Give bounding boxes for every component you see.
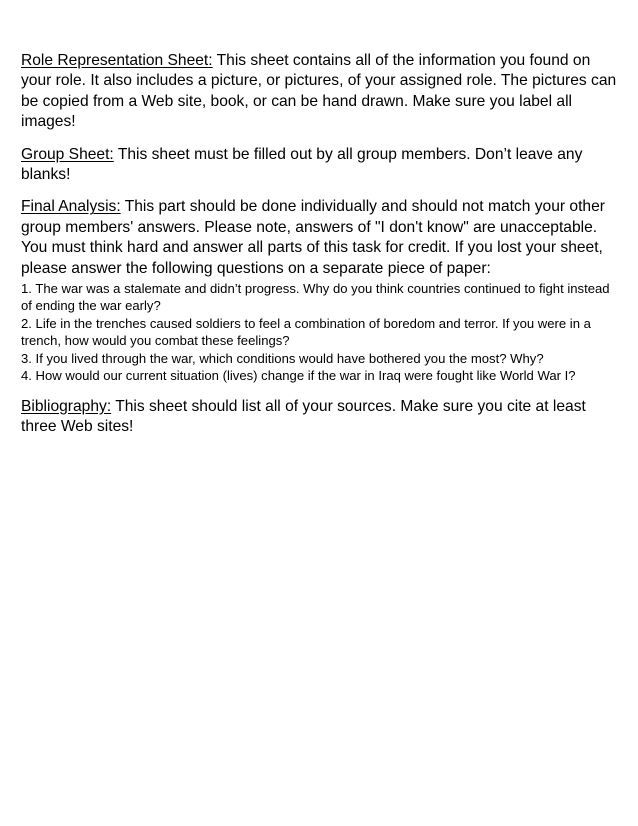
question-item: 3. If you lived through the war, which conditions would have bothered you the most? Why? [21, 350, 544, 366]
bibliography-section [21, 397, 621, 438]
question-item: 4. How would our current situation (lives) change if the war in Iraq were fought like World War I? [21, 368, 576, 384]
document-page [21, 51, 621, 449]
role-representation-text: This sheet contains all of the information you found on your role. It also includes a picture, or pictures, of your assigned role. The pictures can be copied from a Web site, book, or can be hand drawn. Make sure you label all images! [21, 52, 617, 131]
bibliography-heading: Bibliography: [21, 397, 112, 415]
final-analysis-paragraph [21, 197, 621, 279]
group-sheet-heading: Group Sheet: [21, 145, 114, 163]
group-sheet-paragraph [21, 145, 621, 186]
question-list [21, 280, 621, 384]
group-sheet-section [21, 145, 621, 186]
bibliography-paragraph [21, 397, 621, 438]
role-representation-heading: Role Representation Sheet: [21, 52, 213, 69]
question-item: 2. Life in the trenches caused soldiers to feel a combination of boredom and terror. If you were in a trench, how would you combat these feelings? [21, 315, 591, 349]
role-representation-paragraph [21, 51, 621, 133]
final-analysis-section [21, 197, 621, 384]
role-representation-section [21, 51, 621, 133]
final-analysis-heading: Final Analysis: [21, 198, 121, 216]
question-item: 1. The war was a stalemate and didn’t progress. Why do you think countries continued to fight instead of ending the war early? [21, 281, 610, 314]
group-sheet-text: This sheet must be filled out by all group members. Don’t leave any blanks! [21, 145, 583, 184]
final-analysis-text: This part should be done individually and should not match your other group members' answers. Please note, answers of "I don't know" are unacceptable. You must think hard and answer all parts of this task for credit. If you lost your sheet, please answer the following questions on a separate piece of paper: [21, 198, 605, 277]
bibliography-text: This sheet should list all of your sources. Make sure you cite at least three Web sites! [21, 397, 586, 435]
